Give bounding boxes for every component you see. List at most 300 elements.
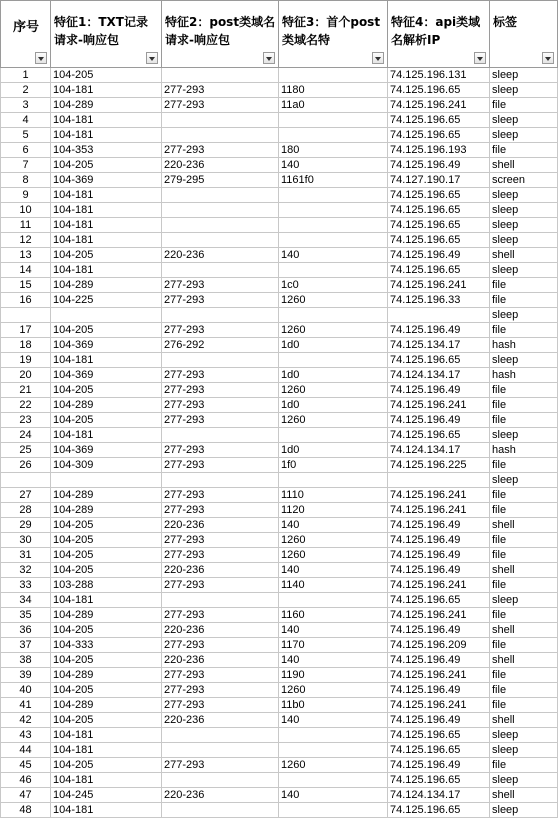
cell-feature3[interactable]: 1260 [279,323,388,338]
cell-feature4[interactable]: 74.125.196.241 [388,668,490,683]
cell-feature3[interactable] [279,68,388,83]
cell-seq[interactable]: 32 [1,563,51,578]
cell-feature1[interactable] [51,308,162,323]
cell-feature2[interactable]: 277-293 [162,383,279,398]
cell-seq[interactable]: 30 [1,533,51,548]
cell-feature2[interactable]: 220-236 [162,623,279,638]
cell-feature1[interactable]: 104-369 [51,368,162,383]
cell-seq[interactable]: 37 [1,638,51,653]
cell-seq[interactable]: 44 [1,743,51,758]
cell-feature4[interactable]: 74.125.196.65 [388,218,490,233]
cell-label[interactable]: file [490,98,558,113]
cell-feature2[interactable] [162,353,279,368]
cell-feature1[interactable]: 104-181 [51,233,162,248]
cell-feature4[interactable]: 74.125.196.49 [388,623,490,638]
cell-seq[interactable]: 39 [1,668,51,683]
cell-feature4[interactable]: 74.127.190.17 [388,173,490,188]
cell-feature1[interactable]: 104-289 [51,488,162,503]
cell-feature2[interactable]: 277-293 [162,668,279,683]
cell-feature1[interactable]: 104-205 [51,158,162,173]
cell-feature3[interactable] [279,773,388,788]
cell-feature2[interactable]: 279-295 [162,173,279,188]
cell-feature4[interactable]: 74.125.196.65 [388,263,490,278]
cell-feature3[interactable]: 1d0 [279,398,388,413]
cell-feature2[interactable] [162,803,279,818]
cell-feature1[interactable]: 104-309 [51,458,162,473]
cell-seq[interactable]: 16 [1,293,51,308]
cell-feature1[interactable]: 104-353 [51,143,162,158]
cell-feature1[interactable]: 104-205 [51,518,162,533]
cell-feature2[interactable] [162,473,279,488]
cell-label[interactable]: sleep [490,308,558,323]
cell-feature2[interactable]: 220-236 [162,518,279,533]
cell-feature4[interactable]: 74.125.196.65 [388,773,490,788]
cell-label[interactable]: file [490,383,558,398]
cell-feature2[interactable]: 277-293 [162,458,279,473]
cell-feature4[interactable]: 74.125.196.241 [388,278,490,293]
cell-feature4[interactable]: 74.125.196.65 [388,128,490,143]
cell-label[interactable]: file [490,323,558,338]
cell-feature4[interactable]: 74.125.196.49 [388,563,490,578]
cell-seq[interactable]: 24 [1,428,51,443]
cell-label[interactable]: file [490,458,558,473]
cell-feature4[interactable] [388,308,490,323]
cell-feature3[interactable]: 140 [279,248,388,263]
cell-feature4[interactable]: 74.125.196.33 [388,293,490,308]
cell-feature4[interactable]: 74.125.196.65 [388,113,490,128]
cell-seq[interactable]: 18 [1,338,51,353]
cell-seq[interactable]: 47 [1,788,51,803]
cell-seq[interactable]: 31 [1,548,51,563]
cell-label[interactable]: sleep [490,128,558,143]
cell-feature3[interactable]: 11a0 [279,98,388,113]
cell-label[interactable]: file [490,638,558,653]
cell-feature1[interactable]: 104-181 [51,353,162,368]
cell-feature2[interactable]: 220-236 [162,248,279,263]
cell-feature4[interactable]: 74.125.196.225 [388,458,490,473]
cell-feature2[interactable] [162,128,279,143]
cell-feature1[interactable]: 104-181 [51,803,162,818]
cell-label[interactable]: file [490,278,558,293]
cell-seq[interactable]: 14 [1,263,51,278]
cell-label[interactable]: sleep [490,263,558,278]
cell-seq[interactable]: 45 [1,758,51,773]
cell-label[interactable]: hash [490,443,558,458]
cell-feature2[interactable] [162,218,279,233]
cell-feature4[interactable]: 74.125.196.241 [388,503,490,518]
cell-feature3[interactable] [279,263,388,278]
cell-label[interactable]: shell [490,788,558,803]
cell-label[interactable]: hash [490,368,558,383]
cell-feature1[interactable]: 104-205 [51,323,162,338]
cell-feature3[interactable] [279,233,388,248]
cell-label[interactable]: file [490,503,558,518]
cell-seq[interactable]: 5 [1,128,51,143]
cell-feature2[interactable]: 277-293 [162,143,279,158]
cell-feature3[interactable]: 1d0 [279,368,388,383]
cell-feature4[interactable]: 74.125.196.49 [388,158,490,173]
cell-feature2[interactable]: 220-236 [162,563,279,578]
cell-feature3[interactable] [279,428,388,443]
cell-feature2[interactable]: 220-236 [162,653,279,668]
cell-feature2[interactable]: 277-293 [162,683,279,698]
cell-feature2[interactable] [162,263,279,278]
cell-feature4[interactable]: 74.125.196.49 [388,323,490,338]
cell-feature1[interactable]: 104-369 [51,173,162,188]
cell-feature3[interactable]: 1d0 [279,338,388,353]
cell-feature1[interactable]: 104-333 [51,638,162,653]
cell-feature1[interactable]: 104-181 [51,128,162,143]
cell-feature4[interactable]: 74.125.196.65 [388,83,490,98]
cell-label[interactable]: sleep [490,188,558,203]
cell-feature3[interactable]: 1160 [279,608,388,623]
cell-label[interactable]: shell [490,653,558,668]
cell-feature1[interactable]: 104-289 [51,98,162,113]
cell-feature2[interactable] [162,743,279,758]
cell-feature3[interactable] [279,203,388,218]
cell-feature1[interactable]: 104-205 [51,758,162,773]
cell-feature4[interactable]: 74.125.196.49 [388,548,490,563]
cell-label[interactable]: sleep [490,233,558,248]
cell-seq[interactable] [1,308,51,323]
cell-seq[interactable]: 21 [1,383,51,398]
cell-seq[interactable]: 3 [1,98,51,113]
cell-feature2[interactable]: 277-293 [162,578,279,593]
cell-label[interactable]: file [490,413,558,428]
cell-feature3[interactable]: 1d0 [279,443,388,458]
cell-feature3[interactable]: 1110 [279,488,388,503]
cell-seq[interactable]: 41 [1,698,51,713]
cell-label[interactable]: shell [490,518,558,533]
cell-feature2[interactable] [162,68,279,83]
cell-feature2[interactable]: 277-293 [162,83,279,98]
cell-feature3[interactable]: 1260 [279,758,388,773]
cell-feature1[interactable]: 104-289 [51,608,162,623]
cell-feature4[interactable]: 74.124.134.17 [388,368,490,383]
cell-seq[interactable]: 11 [1,218,51,233]
cell-feature3[interactable]: 140 [279,788,388,803]
cell-label[interactable]: sleep [490,773,558,788]
cell-label[interactable]: file [490,398,558,413]
cell-feature1[interactable]: 104-181 [51,428,162,443]
cell-seq[interactable]: 43 [1,728,51,743]
cell-feature4[interactable]: 74.125.196.65 [388,803,490,818]
cell-label[interactable]: file [490,608,558,623]
cell-feature2[interactable] [162,203,279,218]
cell-label[interactable]: shell [490,248,558,263]
cell-feature3[interactable]: 1260 [279,533,388,548]
cell-seq[interactable]: 22 [1,398,51,413]
cell-feature3[interactable] [279,353,388,368]
cell-seq[interactable]: 36 [1,623,51,638]
cell-seq[interactable]: 29 [1,518,51,533]
cell-label[interactable]: file [490,548,558,563]
cell-label[interactable]: sleep [490,593,558,608]
filter-dropdown-icon[interactable] [146,52,158,64]
cell-label[interactable]: sleep [490,83,558,98]
cell-feature3[interactable] [279,593,388,608]
cell-label[interactable]: sleep [490,803,558,818]
cell-seq[interactable]: 27 [1,488,51,503]
cell-feature1[interactable]: 104-181 [51,593,162,608]
filter-dropdown-icon[interactable] [263,52,275,64]
cell-feature2[interactable] [162,113,279,128]
cell-feature4[interactable]: 74.125.196.241 [388,578,490,593]
cell-feature4[interactable]: 74.125.196.49 [388,653,490,668]
cell-label[interactable]: file [490,698,558,713]
cell-label[interactable]: file [490,533,558,548]
cell-label[interactable]: sleep [490,113,558,128]
cell-feature3[interactable]: 180 [279,143,388,158]
cell-feature4[interactable]: 74.125.196.131 [388,68,490,83]
cell-feature2[interactable]: 277-293 [162,488,279,503]
cell-feature1[interactable]: 104-181 [51,218,162,233]
cell-seq[interactable]: 23 [1,413,51,428]
cell-feature4[interactable]: 74.125.196.49 [388,248,490,263]
cell-feature4[interactable]: 74.125.196.49 [388,533,490,548]
cell-feature2[interactable]: 277-293 [162,293,279,308]
cell-seq[interactable]: 42 [1,713,51,728]
cell-label[interactable]: sleep [490,218,558,233]
cell-feature3[interactable]: 140 [279,518,388,533]
cell-seq[interactable]: 4 [1,113,51,128]
cell-feature1[interactable]: 104-289 [51,698,162,713]
cell-feature3[interactable]: 1170 [279,638,388,653]
cell-feature2[interactable]: 277-293 [162,323,279,338]
cell-feature1[interactable]: 104-205 [51,683,162,698]
cell-feature4[interactable]: 74.125.196.49 [388,758,490,773]
cell-feature3[interactable]: 140 [279,713,388,728]
cell-feature1[interactable]: 104-369 [51,443,162,458]
cell-feature4[interactable]: 74.125.134.17 [388,338,490,353]
cell-feature3[interactable]: 11b0 [279,698,388,713]
cell-feature3[interactable]: 1260 [279,293,388,308]
cell-seq[interactable]: 12 [1,233,51,248]
cell-feature3[interactable] [279,128,388,143]
cell-seq[interactable]: 6 [1,143,51,158]
cell-seq[interactable]: 7 [1,158,51,173]
cell-seq[interactable]: 10 [1,203,51,218]
cell-label[interactable]: sleep [490,743,558,758]
cell-feature4[interactable]: 74.125.196.241 [388,98,490,113]
cell-feature1[interactable]: 104-181 [51,188,162,203]
cell-label[interactable]: shell [490,563,558,578]
cell-label[interactable]: shell [490,713,558,728]
cell-feature1[interactable]: 104-181 [51,113,162,128]
cell-feature2[interactable]: 277-293 [162,368,279,383]
cell-feature3[interactable]: 1260 [279,548,388,563]
cell-feature4[interactable]: 74.125.196.209 [388,638,490,653]
cell-feature2[interactable]: 277-293 [162,503,279,518]
cell-feature1[interactable]: 104-181 [51,263,162,278]
cell-feature1[interactable] [51,473,162,488]
cell-feature4[interactable]: 74.125.196.65 [388,203,490,218]
cell-seq[interactable]: 19 [1,353,51,368]
cell-feature3[interactable] [279,743,388,758]
cell-feature2[interactable] [162,233,279,248]
cell-label[interactable]: file [490,143,558,158]
cell-label[interactable]: file [490,668,558,683]
cell-feature2[interactable]: 277-293 [162,443,279,458]
cell-feature3[interactable] [279,803,388,818]
cell-seq[interactable]: 2 [1,83,51,98]
cell-feature1[interactable]: 104-225 [51,293,162,308]
cell-feature4[interactable]: 74.125.196.49 [388,713,490,728]
cell-feature4[interactable]: 74.125.196.49 [388,683,490,698]
cell-feature4[interactable]: 74.125.196.65 [388,188,490,203]
cell-feature1[interactable]: 104-205 [51,248,162,263]
cell-label[interactable]: shell [490,623,558,638]
cell-feature4[interactable]: 74.125.196.65 [388,728,490,743]
cell-feature4[interactable]: 74.125.196.65 [388,233,490,248]
cell-feature3[interactable] [279,308,388,323]
cell-feature3[interactable]: 140 [279,563,388,578]
cell-feature3[interactable]: 1260 [279,383,388,398]
cell-feature3[interactable]: 140 [279,623,388,638]
cell-feature2[interactable]: 277-293 [162,398,279,413]
cell-feature3[interactable] [279,728,388,743]
cell-feature2[interactable]: 277-293 [162,698,279,713]
filter-dropdown-icon[interactable] [542,52,554,64]
cell-seq[interactable]: 25 [1,443,51,458]
cell-feature3[interactable]: 1260 [279,683,388,698]
cell-feature1[interactable]: 104-181 [51,773,162,788]
cell-feature2[interactable]: 277-293 [162,98,279,113]
cell-feature2[interactable]: 277-293 [162,413,279,428]
cell-label[interactable]: hash [490,338,558,353]
cell-label[interactable]: sleep [490,353,558,368]
cell-label[interactable]: sleep [490,68,558,83]
cell-feature4[interactable]: 74.125.196.241 [388,488,490,503]
cell-feature1[interactable]: 104-205 [51,653,162,668]
cell-feature2[interactable]: 220-236 [162,158,279,173]
cell-feature3[interactable]: 1140 [279,578,388,593]
cell-feature4[interactable]: 74.125.196.65 [388,353,490,368]
filter-dropdown-icon[interactable] [372,52,384,64]
cell-feature2[interactable] [162,728,279,743]
cell-feature4[interactable]: 74.125.196.241 [388,698,490,713]
cell-feature4[interactable] [388,473,490,488]
cell-feature4[interactable]: 74.125.196.65 [388,743,490,758]
cell-label[interactable]: shell [490,158,558,173]
cell-feature1[interactable]: 104-205 [51,383,162,398]
cell-label[interactable]: sleep [490,728,558,743]
cell-feature2[interactable] [162,188,279,203]
cell-seq[interactable]: 1 [1,68,51,83]
filter-dropdown-icon[interactable] [474,52,486,64]
cell-seq[interactable]: 9 [1,188,51,203]
cell-label[interactable]: sleep [490,203,558,218]
cell-seq[interactable]: 40 [1,683,51,698]
cell-seq[interactable]: 20 [1,368,51,383]
cell-feature1[interactable]: 104-205 [51,623,162,638]
cell-feature1[interactable]: 104-205 [51,533,162,548]
cell-feature2[interactable]: 277-293 [162,278,279,293]
cell-feature2[interactable]: 277-293 [162,608,279,623]
cell-seq[interactable]: 46 [1,773,51,788]
cell-feature2[interactable]: 220-236 [162,713,279,728]
cell-feature2[interactable]: 277-293 [162,758,279,773]
cell-feature4[interactable]: 74.125.196.241 [388,398,490,413]
cell-label[interactable]: sleep [490,473,558,488]
cell-feature2[interactable] [162,773,279,788]
cell-feature1[interactable]: 104-289 [51,668,162,683]
cell-feature3[interactable]: 1f0 [279,458,388,473]
cell-feature3[interactable] [279,113,388,128]
cell-feature1[interactable]: 104-205 [51,713,162,728]
cell-feature1[interactable]: 104-205 [51,413,162,428]
cell-label[interactable]: file [490,578,558,593]
cell-seq[interactable]: 28 [1,503,51,518]
cell-feature3[interactable]: 1260 [279,413,388,428]
cell-feature1[interactable]: 104-181 [51,728,162,743]
cell-feature2[interactable]: 220-236 [162,788,279,803]
cell-feature2[interactable]: 276-292 [162,338,279,353]
cell-seq[interactable]: 13 [1,248,51,263]
cell-feature4[interactable]: 74.125.196.65 [388,428,490,443]
cell-feature4[interactable]: 74.125.196.65 [388,593,490,608]
cell-feature1[interactable]: 104-205 [51,548,162,563]
cell-feature3[interactable]: 1161f0 [279,173,388,188]
cell-feature2[interactable]: 277-293 [162,533,279,548]
cell-feature3[interactable] [279,473,388,488]
cell-feature3[interactable] [279,188,388,203]
cell-feature1[interactable]: 104-245 [51,788,162,803]
cell-feature2[interactable] [162,308,279,323]
cell-seq[interactable]: 33 [1,578,51,593]
cell-seq[interactable]: 17 [1,323,51,338]
cell-feature1[interactable]: 104-205 [51,68,162,83]
cell-seq[interactable]: 34 [1,593,51,608]
cell-feature3[interactable]: 1c0 [279,278,388,293]
cell-seq[interactable]: 8 [1,173,51,188]
cell-feature4[interactable]: 74.125.196.49 [388,383,490,398]
cell-feature2[interactable]: 277-293 [162,638,279,653]
cell-feature4[interactable]: 74.125.196.49 [388,518,490,533]
cell-feature4[interactable]: 74.124.134.17 [388,443,490,458]
cell-feature1[interactable]: 104-289 [51,398,162,413]
cell-feature4[interactable]: 74.125.196.49 [388,413,490,428]
filter-dropdown-icon[interactable] [35,52,47,64]
cell-feature2[interactable] [162,593,279,608]
cell-feature1[interactable]: 104-181 [51,743,162,758]
cell-seq[interactable]: 48 [1,803,51,818]
cell-feature1[interactable]: 104-289 [51,278,162,293]
cell-feature3[interactable]: 140 [279,653,388,668]
cell-seq[interactable]: 35 [1,608,51,623]
cell-feature1[interactable]: 104-205 [51,563,162,578]
cell-label[interactable]: screen [490,173,558,188]
cell-feature1[interactable]: 104-181 [51,83,162,98]
cell-feature3[interactable] [279,218,388,233]
cell-feature3[interactable]: 140 [279,158,388,173]
cell-label[interactable]: file [490,683,558,698]
cell-seq[interactable]: 26 [1,458,51,473]
cell-feature3[interactable]: 1120 [279,503,388,518]
cell-feature2[interactable] [162,428,279,443]
cell-seq[interactable]: 15 [1,278,51,293]
cell-feature4[interactable]: 74.125.196.193 [388,143,490,158]
cell-feature2[interactable]: 277-293 [162,548,279,563]
cell-seq[interactable]: 38 [1,653,51,668]
cell-feature1[interactable]: 104-181 [51,203,162,218]
cell-feature4[interactable]: 74.124.134.17 [388,788,490,803]
cell-feature4[interactable]: 74.125.196.241 [388,608,490,623]
cell-feature1[interactable]: 104-369 [51,338,162,353]
cell-label[interactable]: sleep [490,428,558,443]
cell-feature3[interactable]: 1180 [279,83,388,98]
cell-label[interactable]: file [490,293,558,308]
